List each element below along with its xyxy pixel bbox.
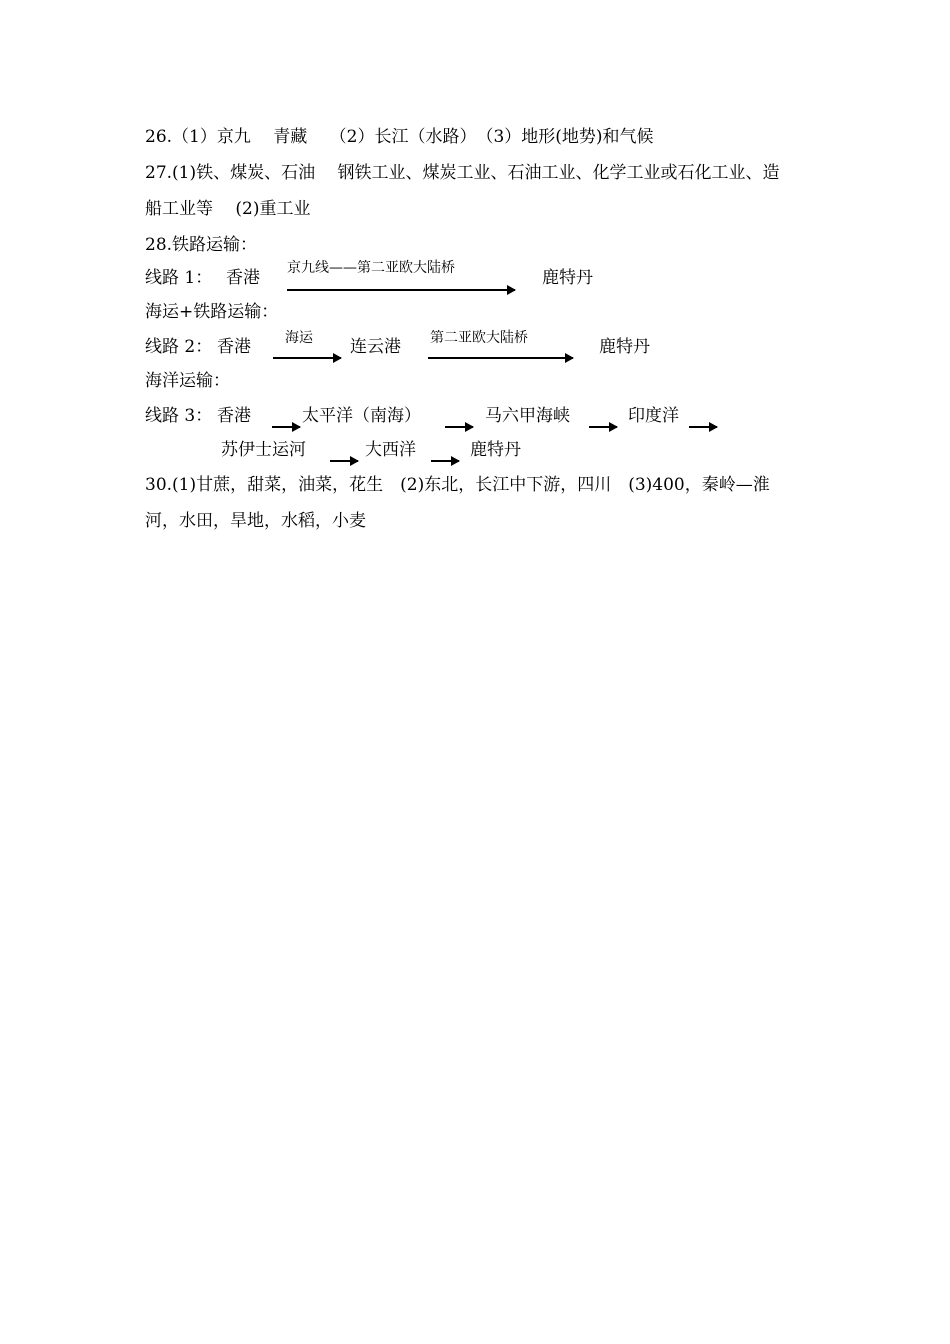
route-3-arrow-5 [330, 460, 358, 462]
route-2-arrow-1 [273, 357, 341, 359]
route-2-arrow-2 [428, 357, 573, 359]
section-sea-rail: 海运+铁路运输： [145, 302, 279, 322]
answer-28-title: 28.铁路运输： [145, 235, 258, 255]
route-2-end: 鹿特丹 [599, 337, 650, 357]
route-1-arrow-label: 京九线——第二亚欧大陆桥 [287, 260, 455, 276]
section-ocean: 海洋运输： [145, 371, 230, 391]
route-3-stop-3: 印度洋 [628, 406, 679, 426]
route-2-start: 香港 [217, 337, 251, 357]
route-3-stop-1: 太平洋（南海） [302, 406, 421, 426]
route-2-label: 线路 2： [145, 337, 213, 357]
route-1-start: 香港 [226, 268, 260, 288]
route-3-arrow-4 [689, 426, 717, 428]
route-1-arrow [287, 289, 515, 291]
answer-30-line-1: 30.(1)甘蔗，甜菜，油菜，花生 (2)东北，长江中下游，四川 (3)400，秦岭—淮 [145, 475, 770, 495]
route-3-arrow-6 [431, 460, 459, 462]
route-3-arrow-1 [272, 426, 300, 428]
route-2-arrow-1-label: 海运 [285, 330, 313, 346]
answer-26: 26.（1）京九 青藏 （2）长江（水路） （3）地形(地势)和气候 [145, 127, 654, 147]
route-3-arrow-3 [589, 426, 617, 428]
route-3-stop-5: 大西洋 [365, 440, 416, 460]
route-3-stop-2: 马六甲海峡 [485, 406, 570, 426]
answer-27-line-2: 船工业等 (2)重工业 [145, 199, 311, 219]
route-2-arrow-2-label: 第二亚欧大陆桥 [430, 330, 528, 346]
answer-27-line-1: 27.(1)铁、煤炭、石油 钢铁工业、煤炭工业、石油工业、化学工业或石化工业、造 [145, 163, 780, 183]
route-3-start: 香港 [217, 406, 251, 426]
answer-30-line-2: 河，水田，旱地，水稻，小麦 [145, 511, 366, 531]
route-3-arrow-2 [445, 426, 473, 428]
route-3-label: 线路 3： [145, 406, 213, 426]
route-3-end: 鹿特丹 [470, 440, 521, 460]
route-1-end: 鹿特丹 [542, 268, 593, 288]
route-3-stop-4: 苏伊士运河 [221, 440, 306, 460]
route-1-label: 线路 1： [145, 268, 213, 288]
route-2-mid: 连云港 [350, 337, 401, 357]
